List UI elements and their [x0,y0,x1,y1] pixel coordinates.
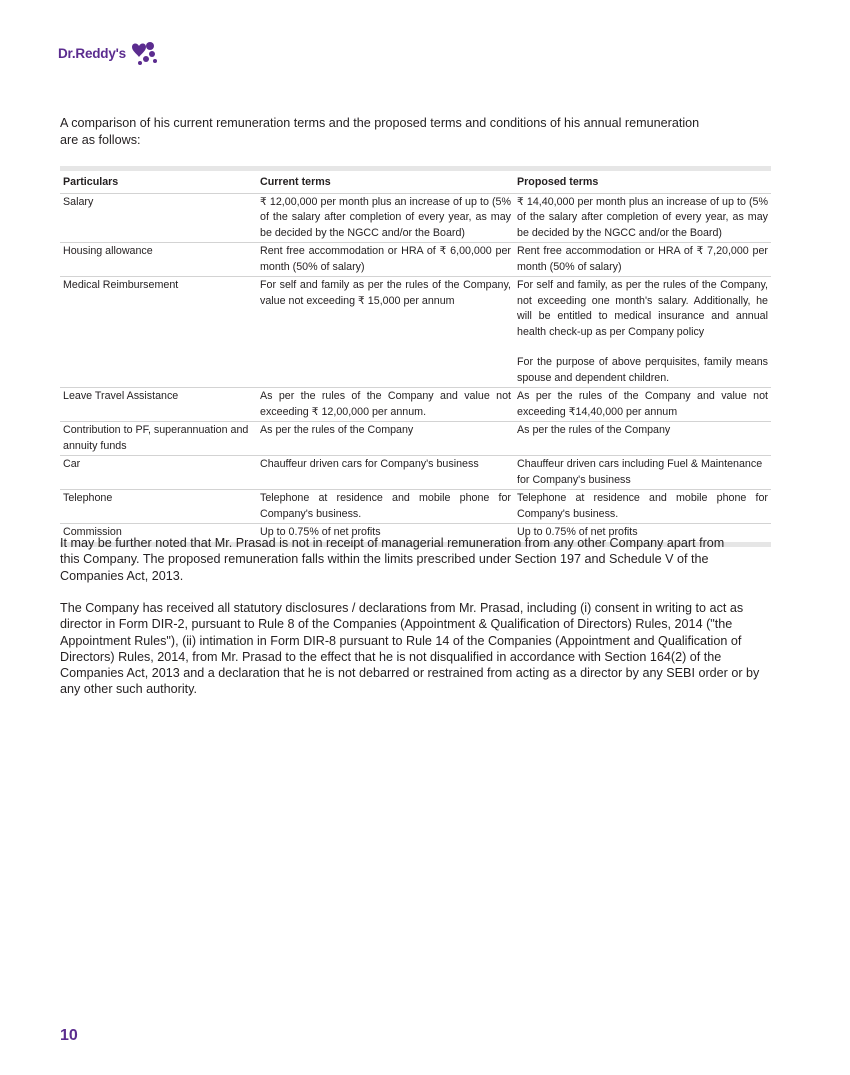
cell-current: Telephone at residence and mobile phone for Company's business. [257,490,514,524]
page-number: 10 [60,1027,78,1044]
table-header-row [60,171,771,193]
table-row [60,193,771,243]
cell-particular: Contribution to PF, superannuation and annuity funds [60,422,257,456]
cell-proposed: As per the rules of the Company and value not exceeding ₹14,40,000 per annum [514,388,771,422]
cell-proposed: Up to 0.75% of net profits [517,526,638,538]
cell-particular: Leave Travel Assistance [60,388,257,422]
cell-proposed: Rent free accommodation or HRA of ₹ 7,20,000 per month (50% of salary) [514,243,771,277]
remuneration-note-paragraph: It may be further noted that Mr. Prasad is not in receipt of managerial remuneration from any other Company apart from this Company. The proposed remuneration falls within the limits prescribed under Section 197 and Schedule V of the Companies Act, 2013. [60,536,725,583]
logo-molecule-icon [128,40,158,66]
header-particulars: Particulars [60,171,257,193]
cell-particular: Housing allowance [60,243,257,277]
table-row [60,277,771,388]
cell-proposed-text: For self and family, as per the rules of the Company, not exceeding one month's salary. Additionally, he will be entitled to medical insurance and annual health check-up as per Company policy [517,279,768,338]
disclosures-paragraph: The Company has received all statutory disclosures / declarations from Mr. Prasad, including (i) consent in writing to act as director in Form DIR-2, pursuant to Rule 8 of the Companies (Appointment & Qualification of Directors) Rules, 2014 ("the Appointment Rules"), (ii) intimation in Form DIR-8 pursuant to Rule 14 of the Companies (Appointment and Qualification of Directors) Rules, 2014, from Mr. Prasad to the effect that he is not disqualified in accordance with Section 164(2) of the Companies Act, 2013 and a declaration that he is not debarred or restrained from acting as a director by any SEBI order or by any other such authority. [60,601,760,697]
cell-proposed: As per the rules of the Company [514,422,771,456]
cell-proposed-note: For the purpose of above perquisites, family means spouse and dependent children. [517,356,768,384]
cell-current: Chauffeur driven cars for Company's business [257,456,514,490]
cell-proposed: Telephone at residence and mobile phone for Company's business. [514,490,771,524]
logo-wordmark: Dr.Reddy's [58,45,126,61]
table-row [60,456,771,490]
cell-particular: Commission [63,526,122,538]
cell-particular: Car [60,456,257,490]
cell-current: For self and family as per the rules of the Company, value not exceeding ₹ 15,000 per annum [257,277,514,388]
cell-particular: Medical Reimbursement [60,277,257,388]
table-row [60,243,771,277]
remuneration-comparison-table [60,166,771,547]
cell-current: Up to 0.75% of net profits [260,526,381,538]
cell-particular: Telephone [60,490,257,524]
cell-current: Rent free accommodation or HRA of ₹ 6,00,000 per month (50% of salary) [257,243,514,277]
table-row [60,422,771,456]
cell-current: ₹ 12,00,000 per month plus an increase of up to (5% of the salary after completion of every year, as may be decided by the NGCC and/or the Board) [257,193,514,243]
header-proposed-terms: Proposed terms [514,171,771,193]
table-row [60,490,771,524]
header-current-terms: Current terms [257,171,514,193]
intro-text: A comparison of his current remuneration terms and the proposed terms and conditions of his annual remuneration are as follows: [60,116,700,147]
cell-proposed [514,277,771,388]
cell-proposed: ₹ 14,40,000 per month plus an increase of up to (5% of the salary after completion of every year, as may be decided by the NGCC and/or the Board) [514,193,771,243]
cell-proposed: Chauffeur driven cars including Fuel & Maintenance for Company's business [514,456,771,490]
cell-current: As per the rules of the Company and value not exceeding ₹ 12,00,000 per annum. [257,388,514,422]
cell-particular: Salary [60,193,257,243]
company-logo [58,40,158,66]
table-row [60,388,771,422]
cell-current: As per the rules of the Company [257,422,514,456]
